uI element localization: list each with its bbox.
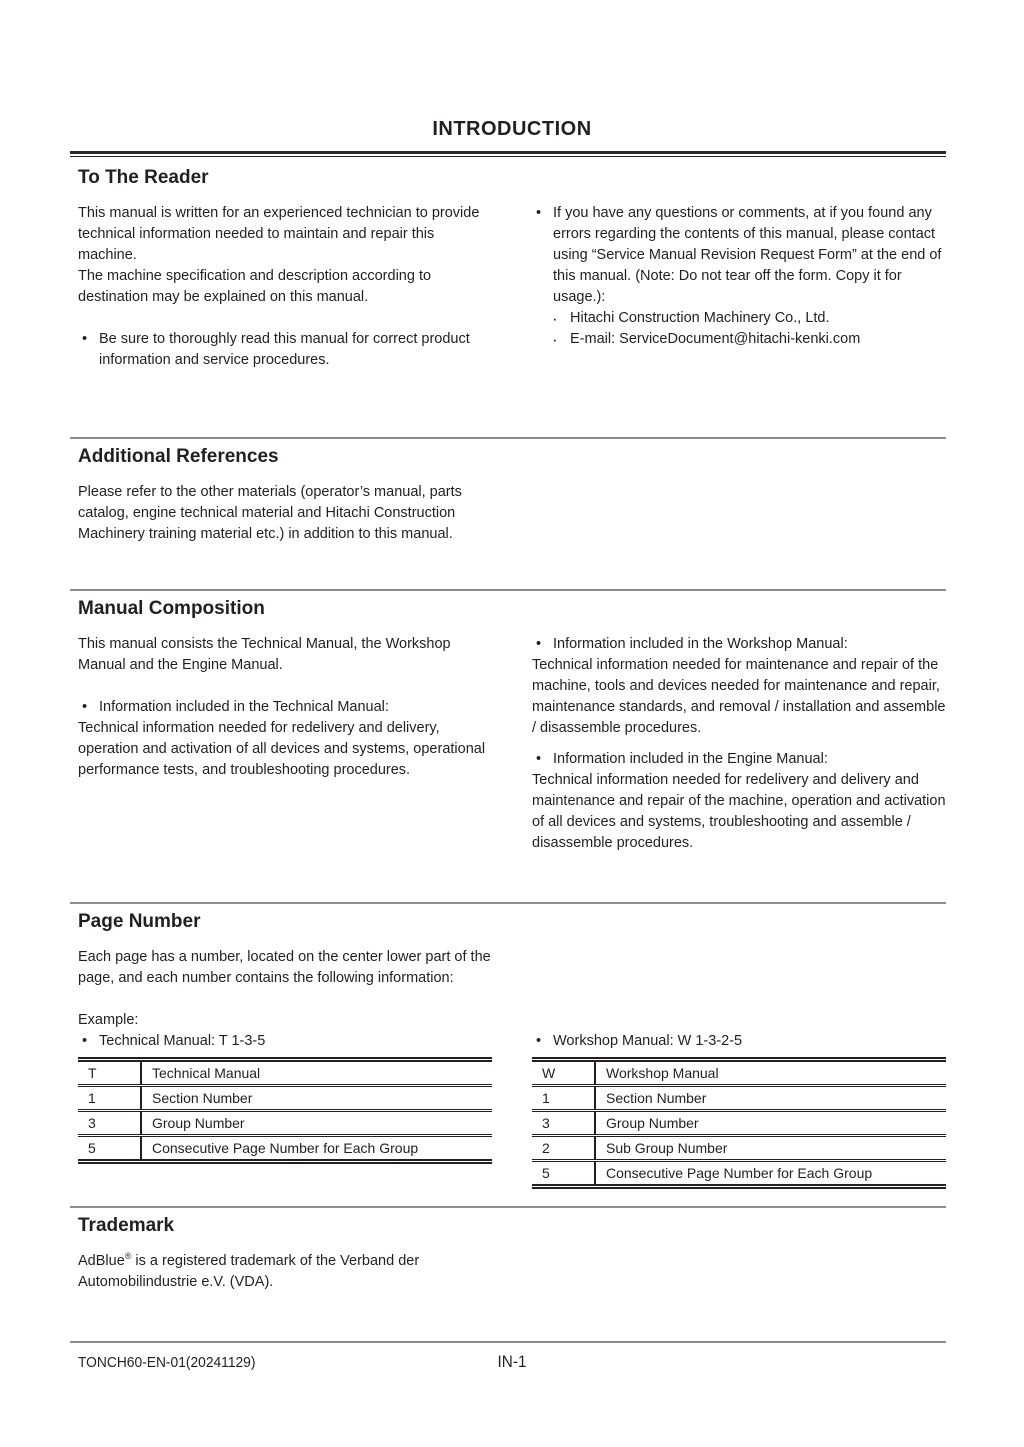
bullet-icon: •: [82, 331, 88, 347]
table-row: [532, 1111, 946, 1136]
spacer: [78, 676, 492, 697]
paragraph: Technical information needed for redelivery and delivery and maintenance and repair of the machine, operation and activation of all devices and systems, troubleshooting and assemble / disassemble procedures.: [532, 772, 946, 851]
bullet-icon: •: [536, 205, 542, 221]
bullet-icon: •: [536, 751, 542, 767]
bullet-item: [532, 634, 946, 655]
brand-name: AdBlue: [78, 1253, 125, 1269]
bullet-item: [532, 1031, 946, 1052]
paragraph: This manual consists the Technical Manual, the Workshop Manual and the Engine Manual.: [78, 636, 451, 673]
table-desc-cell: Consecutive Page Number for Each Group: [152, 1140, 419, 1156]
table-desc-cell: Section Number: [152, 1090, 253, 1106]
right-column: [532, 203, 946, 350]
bullet-icon: •: [536, 636, 542, 652]
bullet-text: Be sure to thoroughly read this manual for correct product information and service procedures.: [99, 331, 470, 368]
table-desc-cell: Section Number: [606, 1090, 707, 1106]
left-column: [78, 634, 492, 781]
sub-bullet-icon: ·: [552, 330, 558, 349]
table-wrapper: [78, 1057, 492, 1164]
registered-trademark-symbol: ®: [124, 1251, 132, 1262]
bullet-item: [78, 697, 492, 718]
bullet-item: [532, 203, 946, 308]
table-code-cell: 5: [532, 1161, 595, 1187]
sub-bullet-item: [532, 308, 946, 329]
table-desc-cell: Workshop Manual: [606, 1065, 719, 1081]
paragraph: Technical information needed for maintenance and repair of the machine, tools and devices needed for maintenance and repair, maintenance standards, and removal / installation and assemble / disassemble procedures.: [532, 657, 946, 736]
table-code-cell: 2: [532, 1136, 595, 1161]
two-column-row: [78, 634, 946, 854]
paragraph: Please refer to the other materials (operator’s manual, parts catalog, engine technical material and Hitachi Construction Machinery training material etc.) in addition to this manual.: [78, 484, 462, 542]
table-desc-cell: Technical Manual: [152, 1065, 261, 1081]
example-label: Example:: [78, 1012, 139, 1028]
bullet-item: [78, 1031, 492, 1052]
bullet-icon: •: [536, 1033, 542, 1049]
bullet-text: Workshop Manual: W 1-3-2-5: [553, 1033, 743, 1049]
two-column-row: [78, 1031, 946, 1189]
bullet-text: If you have any questions or comments, at if you found any errors regarding the contents of this manual, please contact using “Service Manual Revision Request Form” at the end of this manual. (Note: Do not tear off the form. Copy it for usage.):: [553, 205, 942, 305]
page-footer: [78, 1352, 946, 1382]
document-code: TONCH60-EN-01(20241129): [78, 1354, 256, 1371]
spacer: [78, 308, 492, 329]
bullet-text: Technical Manual: T 1-3-5: [99, 1033, 266, 1049]
section-heading: Page Number: [78, 911, 201, 932]
title-double-rule: [70, 151, 946, 157]
left-column: [78, 1031, 492, 1164]
paragraph: The machine specification and description according to destination may be explained on this manual.: [78, 268, 432, 305]
section-divider: [70, 902, 946, 904]
paragraph: Technical information needed for redelivery and delivery, operation and activation of all devices and systems, operational performance tests, and troubleshooting procedures.: [78, 720, 486, 778]
table-code-cell: 3: [78, 1111, 141, 1136]
sub-bullet-text: E-mail: ServiceDocument@hitachi-kenki.com: [570, 331, 861, 347]
table-code-cell: 3: [532, 1111, 595, 1136]
table-row: [532, 1136, 946, 1161]
table-row: [532, 1086, 946, 1111]
two-column-row: [78, 203, 946, 371]
page-title: INTRODUCTION: [432, 118, 592, 140]
table-code-cell: T: [78, 1060, 141, 1086]
table-row: [78, 1086, 492, 1111]
paragraph: This manual is written for an experienced technician to provide technical information needed to maintain and repair this machine.: [78, 205, 480, 263]
spacer: [78, 989, 946, 1010]
section-heading: To The Reader: [78, 167, 209, 188]
table-code-cell: 1: [532, 1086, 595, 1111]
table-code-cell: 1: [78, 1086, 141, 1111]
right-column: [532, 634, 946, 854]
sub-bullet-item: [532, 329, 946, 350]
bullet-item: [78, 329, 492, 371]
bullet-text: Information included in the Workshop Manual:: [553, 636, 848, 652]
paragraph: [78, 1251, 508, 1293]
section-heading: Trademark: [78, 1215, 175, 1236]
bullet-icon: •: [82, 699, 88, 715]
footer-divider: [70, 1341, 946, 1343]
sub-bullet-icon: ·: [552, 309, 558, 328]
section-page-number: [78, 910, 946, 1189]
workshop-manual-page-number-table: [532, 1057, 946, 1189]
section-divider: [70, 437, 946, 439]
section-divider: [70, 589, 946, 591]
table-wrapper: [532, 1057, 946, 1189]
table-row: [78, 1136, 492, 1162]
section-to-the-reader: [78, 166, 946, 371]
table-desc-cell: Group Number: [152, 1115, 245, 1131]
table-code-cell: 5: [78, 1136, 141, 1162]
section-additional-references: [78, 445, 946, 545]
page-number-label: IN-1: [497, 1352, 527, 1371]
section-heading: Additional References: [78, 446, 279, 467]
section-trademark: [78, 1214, 946, 1293]
table-row: [78, 1111, 492, 1136]
section-manual-composition: [78, 597, 946, 854]
paragraph-text: is a registered trademark of the Verband der Automobilindustrie e.V. (VDA).: [78, 1253, 420, 1290]
bullet-text: Information included in the Technical Manual:: [99, 699, 389, 715]
section-heading: Manual Composition: [78, 598, 265, 619]
spacer: [532, 739, 946, 749]
paragraph: Each page has a number, located on the center lower part of the page, and each number contains the following information:: [78, 949, 491, 986]
table-code-cell: W: [532, 1060, 595, 1086]
table-desc-cell: Sub Group Number: [606, 1140, 728, 1156]
bullet-item: [532, 749, 946, 770]
bullet-text: Information included in the Engine Manual:: [553, 751, 828, 767]
right-column: [532, 1031, 946, 1189]
left-column: [78, 203, 492, 371]
bullet-icon: •: [82, 1033, 88, 1049]
table-desc-cell: Group Number: [606, 1115, 699, 1131]
table-row: [78, 1060, 492, 1086]
table-row: [532, 1161, 946, 1187]
section-divider: [70, 1206, 946, 1208]
table-row: [532, 1060, 946, 1086]
sub-bullet-text: Hitachi Construction Machinery Co., Ltd.: [570, 310, 830, 326]
table-desc-cell: Consecutive Page Number for Each Group: [606, 1165, 873, 1181]
technical-manual-page-number-table: [78, 1057, 492, 1164]
